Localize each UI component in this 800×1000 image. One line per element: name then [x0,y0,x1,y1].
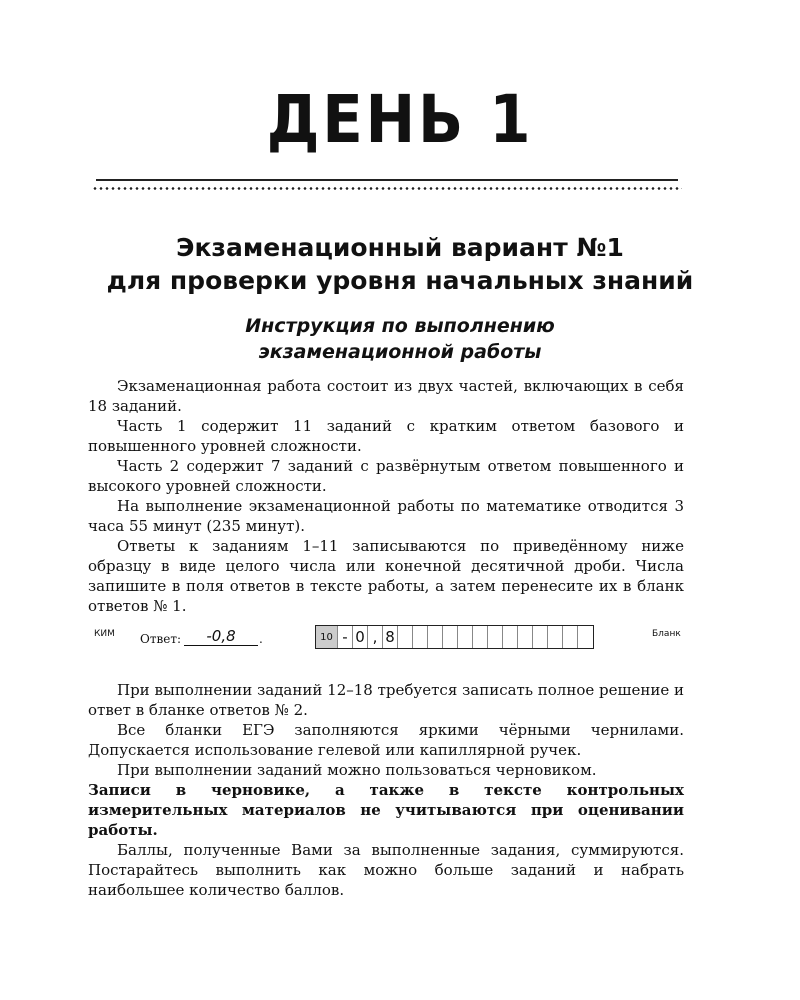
blank-cell [413,626,428,648]
blank-cell: 0 [353,626,368,648]
paragraph [88,780,684,840]
day-title: ДЕНЬ 1 [266,81,534,158]
blank-cell [398,626,413,648]
blank-cell [443,626,458,648]
instructions-title-line-1: Инструкция по выполнению [245,315,555,337]
paragraph: Часть 1 содержит 11 заданий с кратким ответом базового и повышенного уровней сложности. [88,417,684,455]
blank-cell [473,626,488,648]
instructions-title-line-2: экзаменационной работы [258,341,542,363]
paragraph: При выполнении заданий 12–18 требуется записать полное решение и ответ в бланке ответов № 2. [88,681,684,719]
blank-cell: - [338,626,353,648]
answer-example [0,622,800,656]
blank-cell: , [368,626,383,648]
paragraph: Баллы, полученные Вами за выполненные задания, суммируются. Постарайтесь выполнить как можно больше заданий и набрать наибольшее количество баллов. [88,841,684,899]
blank-cell [518,626,533,648]
title-underline [96,179,678,181]
answer-value: -0,8 [184,627,258,646]
blank-cell [563,626,578,648]
exam-title-line-2: для проверки уровня начальных знаний [106,266,694,295]
dotted-divider [92,187,682,190]
answer-blank-row [315,625,594,649]
task-number-cell: 10 [316,626,338,648]
blank-cell [458,626,473,648]
blank-cell [548,626,563,648]
blank-cell [578,626,593,648]
paragraph: При выполнении заданий можно пользоваться черновиком. [117,761,597,779]
paragraph: Ответы к заданиям 1–11 записываются по приведённому ниже образцу в виде целого числа или конечной десятичной дроби. Числа запишите в поля ответов в тексте работы, а затем перенесите их в бланк ответов № 1. [88,537,684,615]
answer-label: Ответ: [140,632,182,646]
paragraph: Все бланки ЕГЭ заполняются яркими чёрными чернилами. Допускается использование гелевой или капиллярной ручек. [88,721,684,759]
blank-cell [428,626,443,648]
bold-note: Записи в черновике, а также в тексте контрольных измерительных материалов не учитываются при оценивании работы. [88,781,684,839]
blank-cell: 8 [383,626,398,648]
instructions-part-2 [88,680,684,900]
paragraph: Экзаменационная работа состоит из двух частей, включающих в себя 18 заданий. [88,377,684,415]
answer-dot: . [259,632,263,646]
blank-cell [503,626,518,648]
blank-cell [533,626,548,648]
exam-title-line-1: Экзаменационный вариант №1 [176,233,624,262]
blank-cell [488,626,503,648]
instructions-title [0,313,800,365]
blank-label: Бланк [652,629,681,639]
paragraph: Часть 2 содержит 7 заданий с развёрнутым ответом повышенного и высокого уровней сложности. [88,457,684,495]
instructions-part-1 [88,376,684,616]
exam-title [0,231,800,297]
kim-label: КИМ [94,629,115,639]
paragraph: На выполнение экзаменационной работы по математике отводится 3 часа 55 минут (235 минут). [88,497,684,535]
